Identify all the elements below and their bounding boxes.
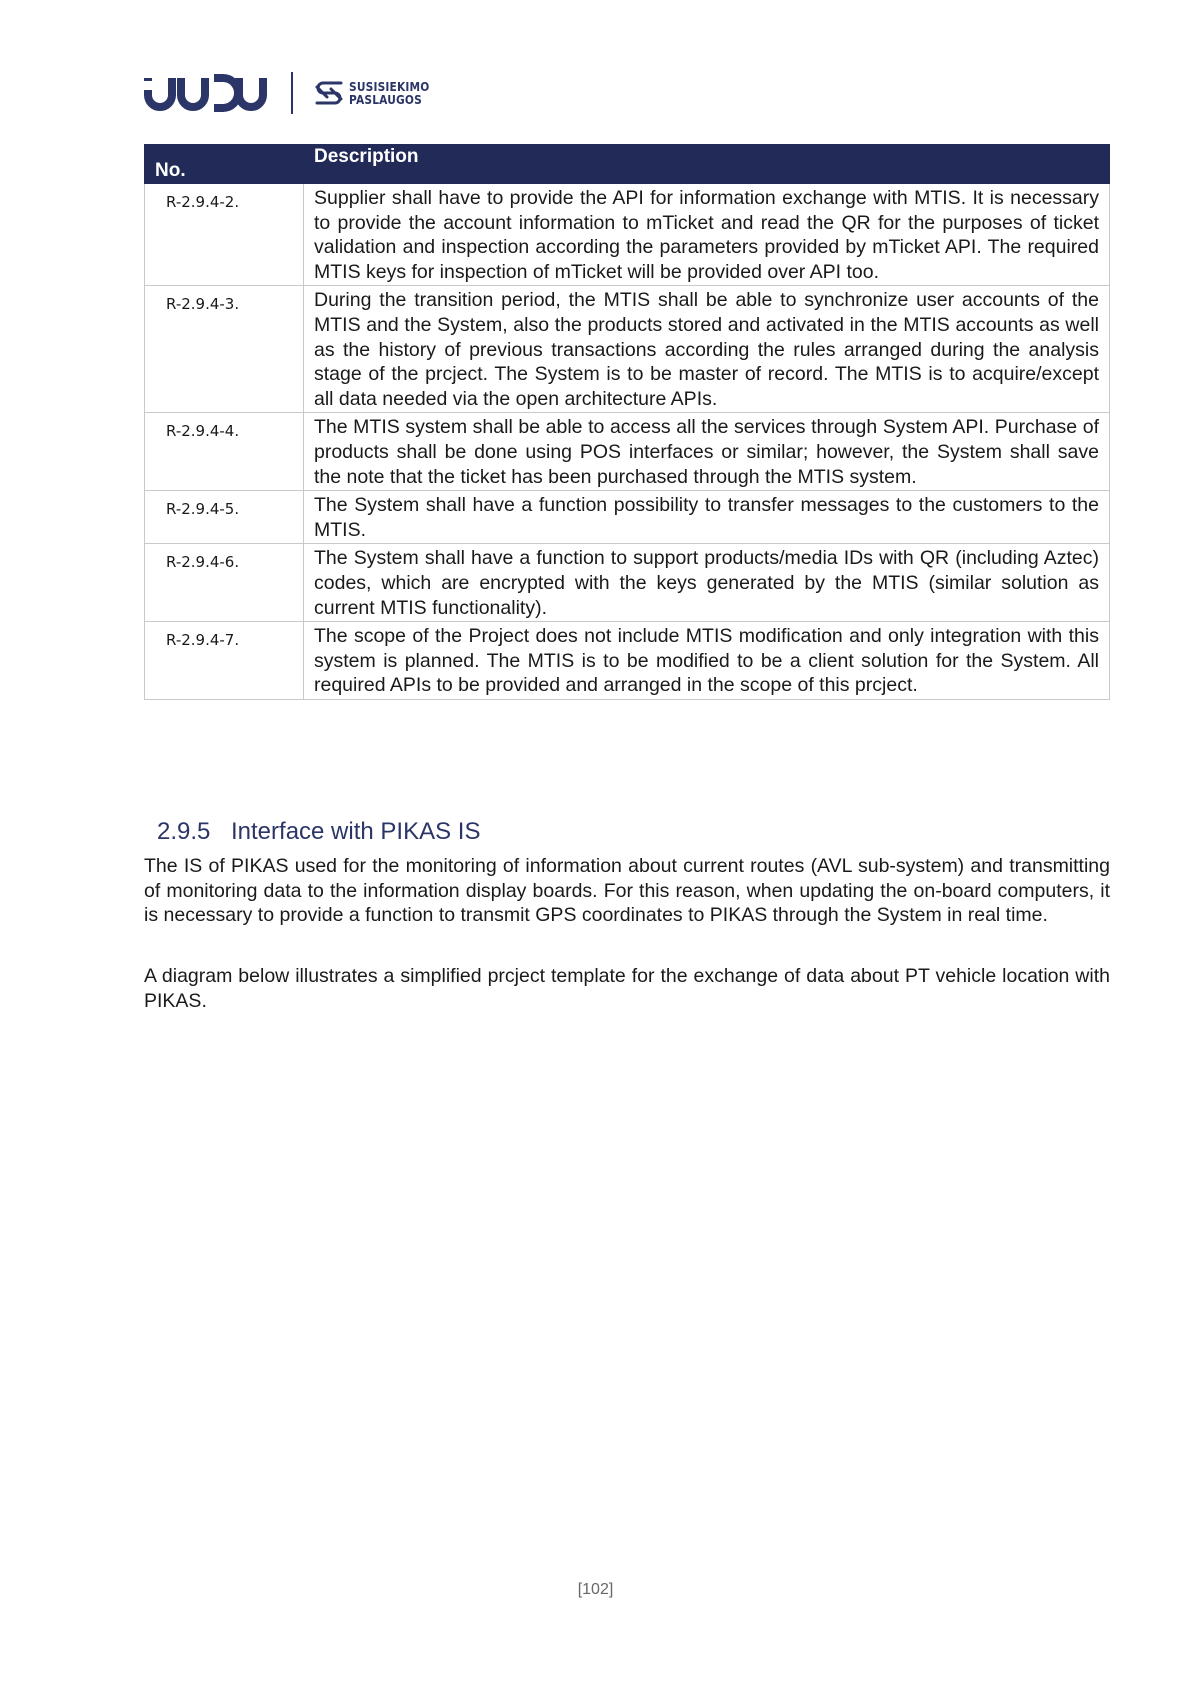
requirement-id: R-2.9.4-5. [145, 491, 304, 544]
column-header-no: No. [145, 145, 304, 184]
table-row [145, 622, 1110, 700]
requirement-id: R-2.9.4-2. [145, 184, 304, 286]
judu-logo [143, 73, 269, 113]
section-title: Interface with PIKAS IS [231, 818, 481, 845]
page-number: [102] [577, 1581, 614, 1598]
table-header-row [145, 145, 1110, 184]
requirements-table [144, 144, 1110, 700]
requirement-description: The System shall have a function possibility to transfer messages to the customers to the MTIS. [304, 491, 1110, 544]
page-header [143, 68, 444, 118]
body-paragraph: A diagram below illustrates a simplified prcject template for the exchange of data about PT vehicle location with PIKAS. [144, 965, 1110, 1012]
section-heading [157, 818, 480, 846]
table-row [145, 286, 1110, 413]
logo-text-line1: SUSISIEKIMO [349, 79, 430, 94]
table-row [145, 184, 1110, 286]
requirement-id: R-2.9.4-4. [145, 413, 304, 491]
logo-text-line2: PASLAUGOS [349, 92, 422, 107]
body-paragraph: The IS of PIKAS used for the monitoring of information about current routes (AVL sub-system) and transmitting of monitoring data to the information display boards. For this reason, when updating the on-board computers, it is necessary to provide a function to transmit GPS coordinates to PIKAS through the System in real time. [144, 855, 1110, 927]
logo-divider [291, 72, 293, 114]
requirement-id: R-2.9.4-3. [145, 286, 304, 413]
ss-emblem-icon [313, 77, 345, 109]
requirement-description: The System shall have a function to support products/media IDs with QR (including Aztec) codes, which are encrypted with the keys generated by the MTIS (similar solution as current MTIS functionality). [304, 544, 1110, 622]
table-row [145, 413, 1110, 491]
requirement-description: The scope of the Project does not include MTIS modification and only integration with this system is planned. The MTIS is to be modified to be a client solution for the System. All required APIs to be provided and arranged in the scope of this prcject. [304, 622, 1110, 700]
requirement-id: R-2.9.4-6. [145, 544, 304, 622]
requirement-description: Supplier shall have to provide the API for information exchange with MTIS. It is necessary to provide the account information to mTicket and read the QR for the purposes of ticket validation and inspection according the parameters provided by mTicket API. The required MTIS keys for inspection of mTicket will be provided over API too. [304, 184, 1110, 286]
column-header-description: Description [304, 145, 1110, 184]
requirement-id: R-2.9.4-7. [145, 622, 304, 700]
table-row [145, 491, 1110, 544]
table-row [145, 544, 1110, 622]
section-number: 2.9.5 [157, 818, 211, 845]
requirement-description: During the transition period, the MTIS shall be able to synchronize user accounts of the MTIS and the System, also the products stored and activated in the MTIS accounts as well as the history of previous transactions according the rules arranged during the analysis stage of the prcject. The System is to be master of record. The MTIS is to acquire/except all data needed via the open architecture APIs. [304, 286, 1110, 413]
susisiekimo-paslaugos-logo [313, 77, 444, 109]
requirement-description: The MTIS system shall be able to access all the services through System API. Purchase of products shall be done using POS interfaces or similar; however, the System shall save the note that the ticket has been purchased through the MTIS system. [304, 413, 1110, 491]
